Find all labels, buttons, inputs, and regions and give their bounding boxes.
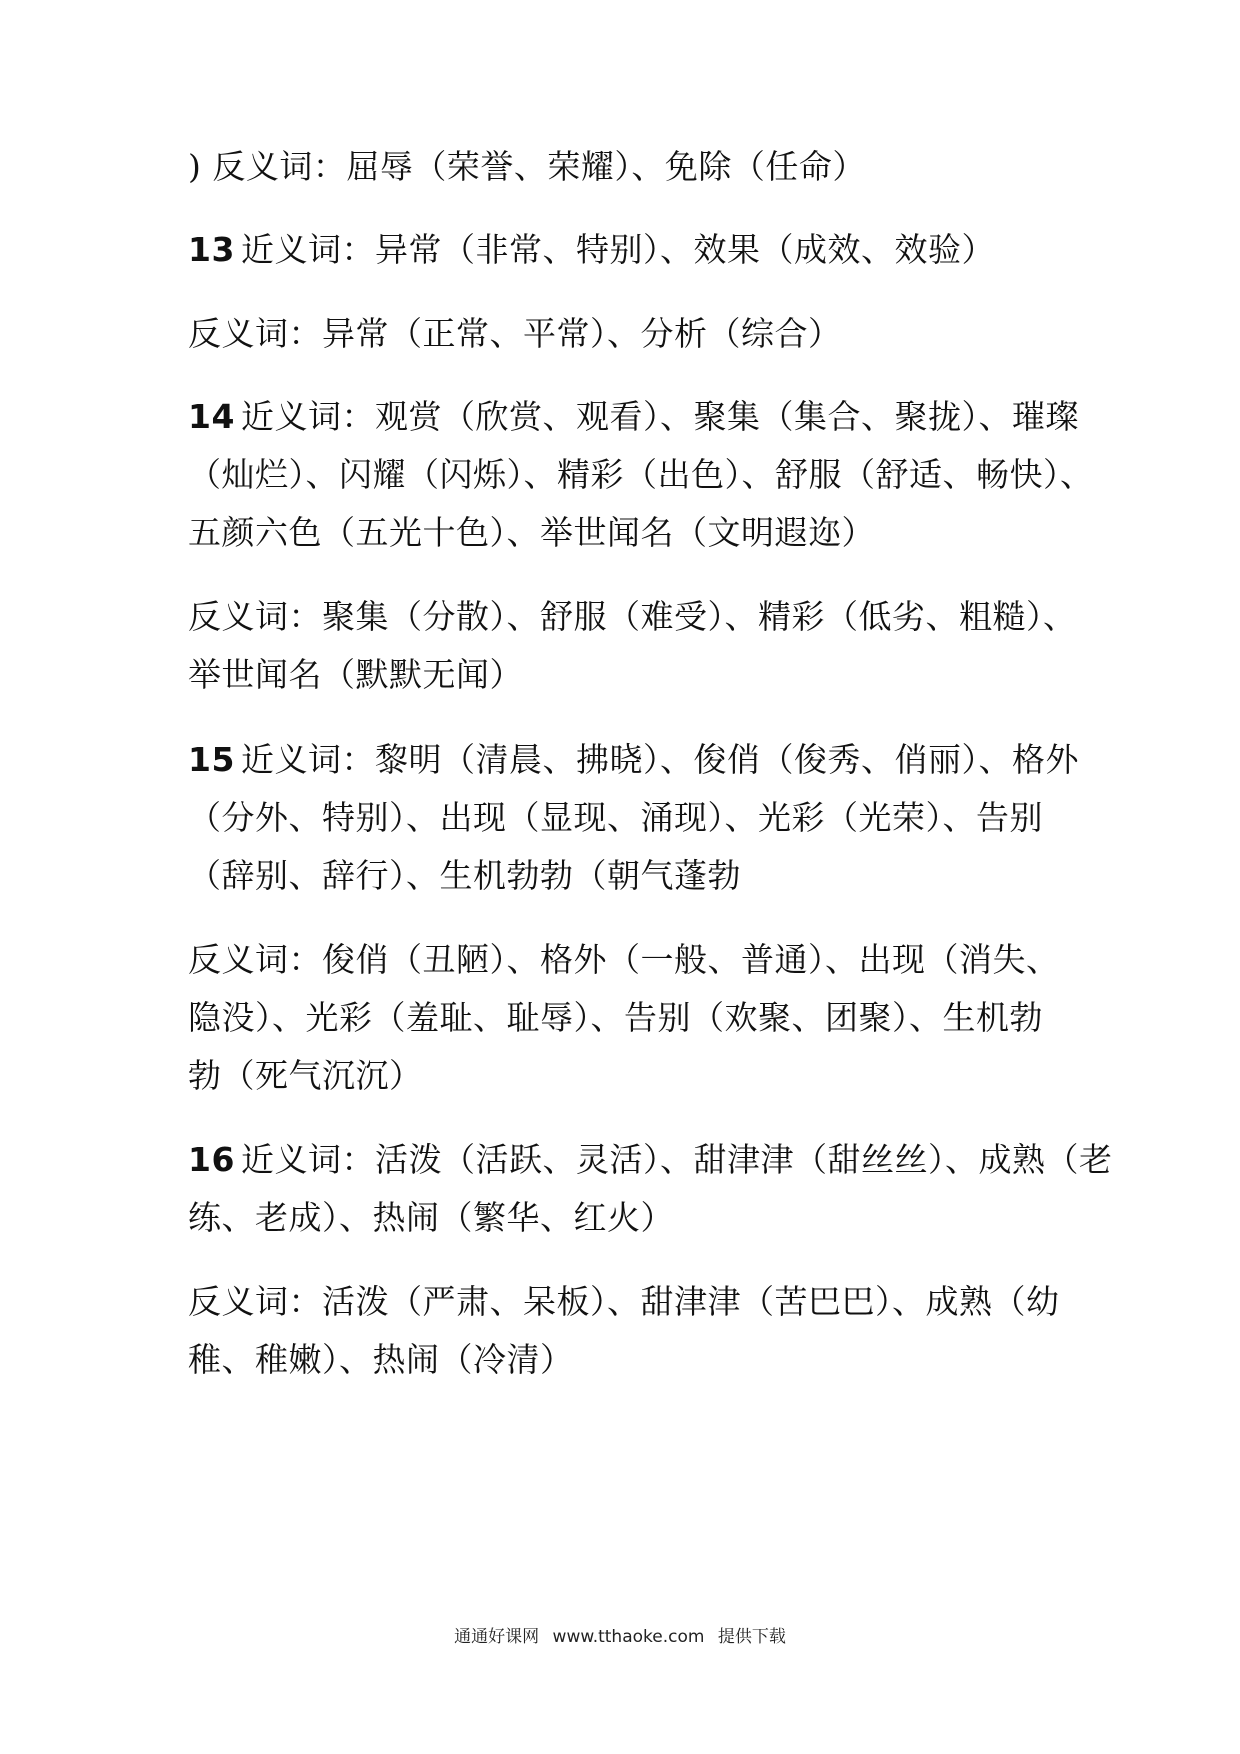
paragraph-line: 举世闻名（默默无闻）: [188, 655, 523, 694]
footer-site-name: 通通好课网: [454, 1627, 540, 1647]
paragraph-line: （灿烂）、闪耀（闪烁）、精彩（出色）、舒服（舒适、畅快）、: [188, 455, 1094, 494]
paragraph-line: 反义词：俊俏（丑陋）、格外（一般、普通）、出现（消失、: [188, 940, 1060, 979]
item-number: 15: [188, 740, 235, 779]
paragraph-line: 13 近义词：异常（非常、特别）、效果（成效、效验）: [188, 230, 995, 269]
footer-note: 提供下载: [717, 1627, 786, 1647]
item-number: 13: [188, 230, 235, 269]
page-footer: [0, 1626, 1240, 1648]
footer-url[interactable]: www.tthaoke.com: [552, 1627, 705, 1647]
paragraph-line: 稚、稚嫩）、热闹（冷清）: [188, 1340, 574, 1379]
item-number: 16: [188, 1140, 235, 1179]
paragraph-line: ) 反义词：屈辱（荣誉、荣耀）、免除（任命）: [188, 147, 866, 186]
paragraph-line: 反义词：聚集（分散）、舒服（难受）、精彩（低劣、粗糙）、: [188, 597, 1077, 636]
paragraph-line: （分外、特别）、出现（显现、涌现）、光彩（光荣）、告别: [188, 798, 1043, 837]
paragraph-line: 五颜六色（五光十色）、举世闻名（文明遐迩）: [188, 513, 875, 552]
paragraph-line: 隐没）、光彩（羞耻、耻辱）、告别（欢聚、团聚）、生机勃: [188, 998, 1043, 1037]
paragraph-line: 15 近义词：黎明（清晨、拂晓）、俊俏（俊秀、俏丽）、格外: [188, 740, 1079, 779]
item-number: 14: [188, 397, 235, 436]
paragraph-line: （辞别、辞行）、生机勃勃（朝气蓬勃: [188, 856, 741, 895]
paragraph-line: 反义词：活泼（严肃、呆板）、甜津津（苦巴巴）、成熟（幼: [188, 1282, 1060, 1321]
paragraph-line: 14 近义词：观赏（欣赏、观看）、聚集（集合、聚拢）、璀璨: [188, 397, 1079, 436]
paragraph-line: 勃（死气沉沉）: [188, 1056, 423, 1095]
paragraph-line: 16 近义词：活泼（活跃、灵活）、甜津津（甜丝丝）、成熟（老: [188, 1140, 1113, 1179]
paragraph-line: 练、老成）、热闹（繁华、红火）: [188, 1198, 674, 1237]
paragraph-line: 反义词：异常（正常、平常）、分析（综合）: [188, 314, 842, 353]
